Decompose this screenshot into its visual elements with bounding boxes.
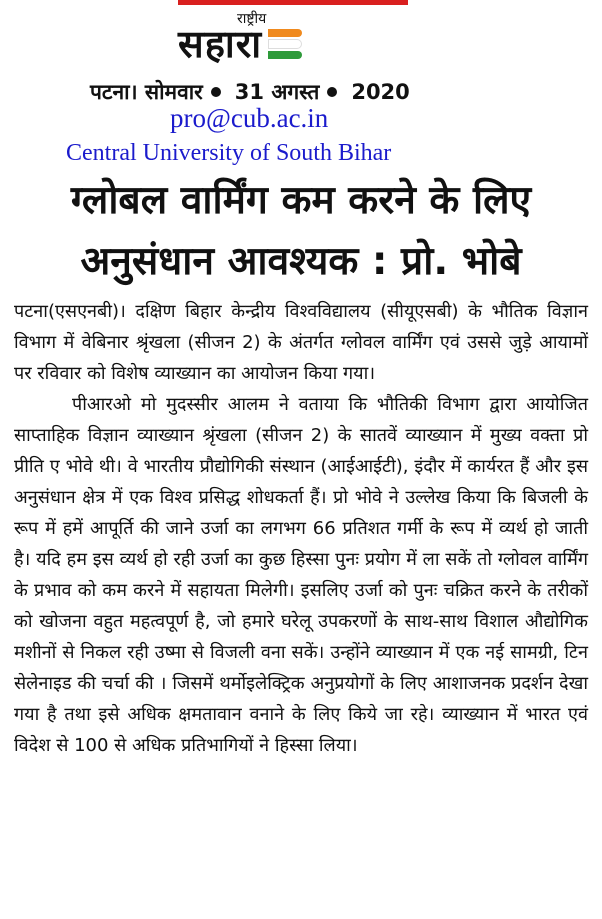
newspaper-name: सहारा — [178, 22, 263, 66]
flag-stripe-green — [268, 51, 302, 59]
dateline-year: 2020 — [351, 80, 410, 104]
headline-line-2: अनुसंधान आवश्यक : प्रो. भोबे — [80, 239, 522, 284]
university-name: Central University of South Bihar — [66, 140, 392, 166]
article-paragraph: पीआरओ मो मुदस्सीर आलम ने वताया कि भौतिकी विभाग द्वारा आयोजित साप्ताहिक विज्ञान व्याख्यान श्रृंखला (सीजन 2) के सातवें व्याख्यान में मुख्य वक्ता प्रो प्रीति ए भोवे थी। वे भारतीय प्रौद्योगिकी संस्थान (आईआईटी), इंदौर में कार्यरत हैं और इस अनुसंधान क्षेत्र में एक विश्व प्रसिद्ध शोधकर्ता हैं। प्रो भोवे ने उल्लेख किया कि बिजली के रूप में हमें आपूर्ति की जाने उर्जा का लगभग 66 प्रतिशत गर्मी के रूप में व्यर्थ हो जाती है। यदि हम इस व्यर्थ हो रही उर्जा का कुछ हिस्सा पुनः प्रयोग में ला सकें तो ग्लोवल वार्मिंग के प्रभाव को कम करने में सहायता मिलेगी। इसलिए उर्जा को पुनः चक्रित करने के तरीकों को खोजना वहुत महत्वपूर्ण है, जो हमारे घरेलू उपकरणों के साथ-साथ विशाल औद्योगिक मशीनों से निकल रही उष्मा से विजली वना सकें। उन्होंने व्याख्यान में एक नई सामग्री, टिन सेलेनाइड की चर्चा की । जिसमें थर्मोइलेक्ट्रिक अनुप्रयोगों के लिए आशाजनक प्रदर्शन देखा गया है तथा इसे अधिक क्षमतावान वनाने के लिए किये जा रहे। व्याख्यान में भारत एवं विदेश से 100 से अधिक प्रतिभागियों ने हिस्सा लिया। — [14, 394, 588, 756]
flag-stripes-icon — [268, 29, 302, 59]
dateline — [90, 78, 410, 106]
dateline-city-day: पटना। सोमवार — [90, 80, 203, 104]
headline-line-1: ग्लोबल वार्मिंग कम करने के लिए — [70, 178, 532, 223]
dateline-date: 31 अगस्त — [234, 80, 320, 104]
newspaper-logo — [178, 22, 302, 66]
contact-email: pro@cub.ac.in — [170, 103, 329, 133]
article-body — [14, 296, 588, 761]
masthead-top-bar — [178, 0, 408, 5]
article-paragraph: पटना(एसएनबी)। दक्षिण बिहार केन्द्रीय विश्वविद्यालय (सीयूएसबी) के भौतिक विज्ञान विभाग में वेबिनार श्रृंखला (सीजन 2) के अंतर्गत ग्लोवल वार्मिंग एवं उससे जुड़े आयामों पर रविवार को विशेष व्याख्यान का आयोजन किया गया। — [14, 301, 588, 384]
bullet-icon — [211, 87, 221, 97]
flag-stripe-saffron — [268, 29, 302, 37]
flag-stripe-white — [268, 39, 302, 49]
bullet-icon — [327, 87, 337, 97]
masthead-tagline: राष्ट्रीय — [237, 11, 267, 27]
